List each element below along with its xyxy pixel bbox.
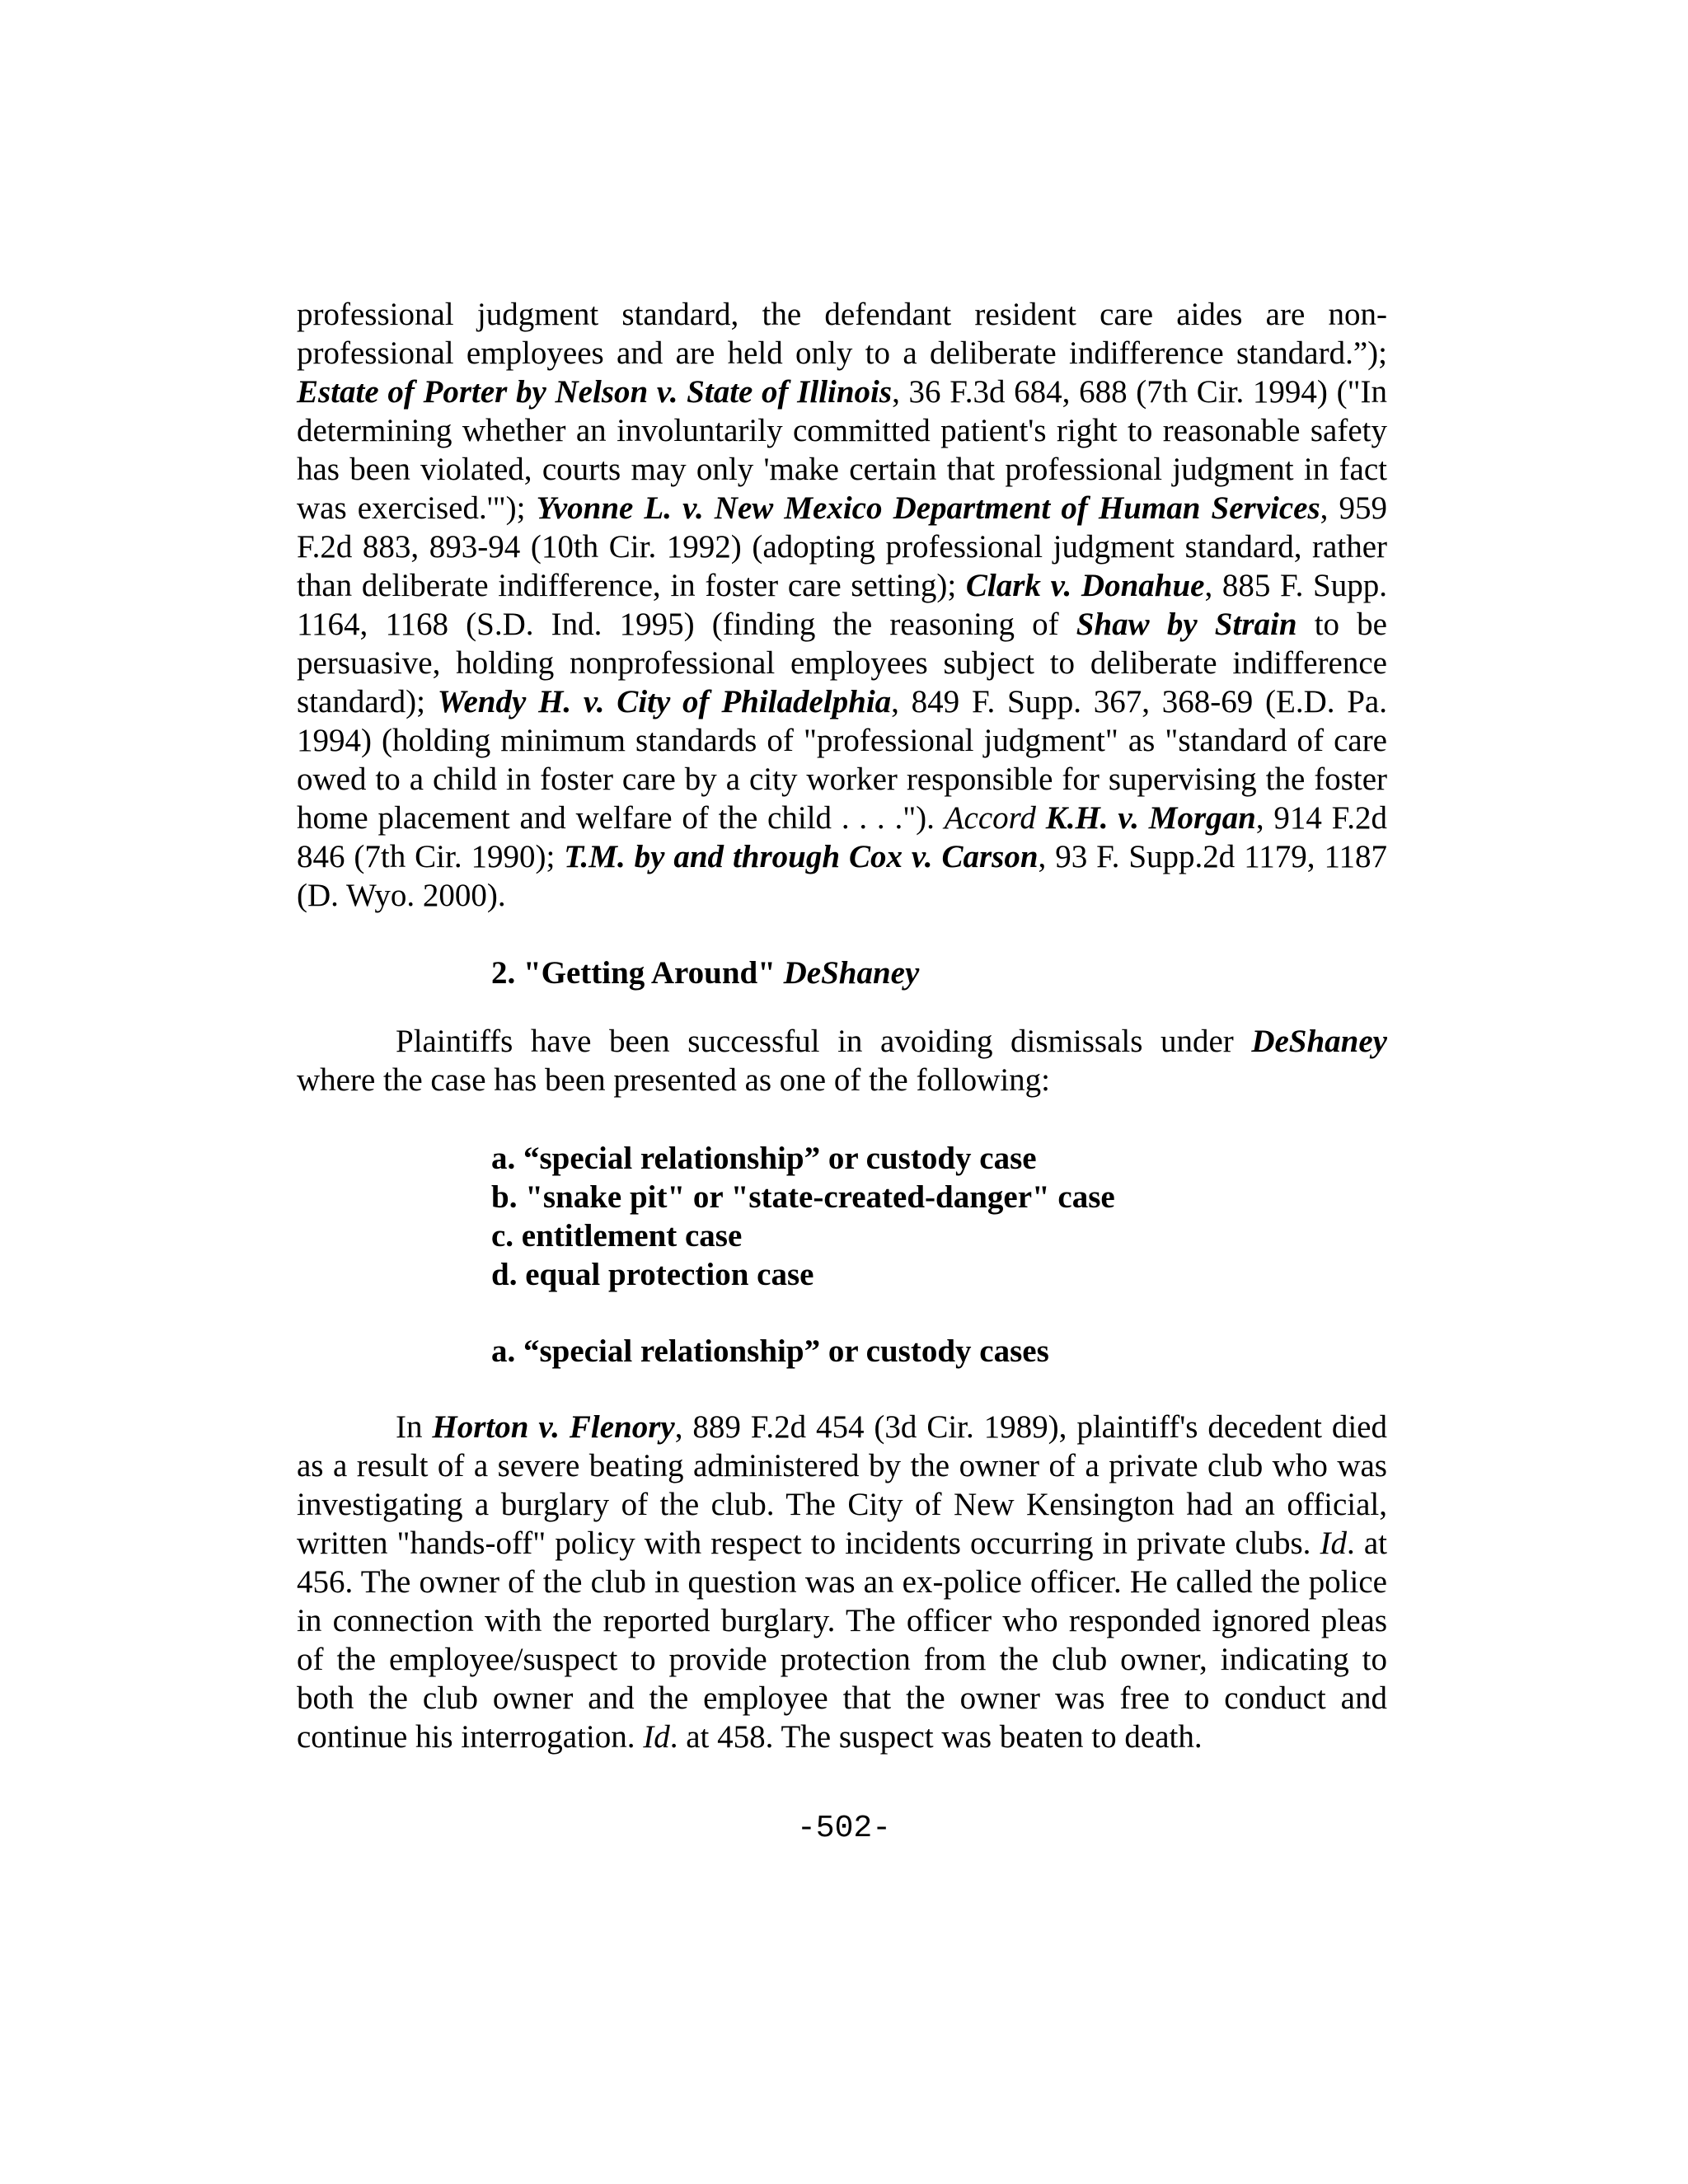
text-run: , 885 F. Supp. 1164, 1168 (S.D. Ind. 1995) (finding the reasoning of [297,568,1387,642]
case-citation: Shaw by Strain [1076,607,1297,642]
text-run: . at 456. The owner of the club in question was an ex-police officer. He called the police in connection with the reported burglary. The officer who responded ignored pleas of the employee/suspect to provide protection from the club owner, indicating to both the club owner and the employee that the owner was free to conduct and continue his interrogation. [297,1526,1387,1755]
text-run: professional judgment standard, the defendant resident care aides are non-professional employees and are held only to a deliberate indifference standard.”); [297,297,1387,371]
horton-paragraph [297,1408,1387,1756]
id-citation: Id [1320,1526,1348,1561]
text-run: , 849 F. Supp. 367, 368-69 (E.D. Pa. 1994) (holding minimum standards of "professional judgment" as "standard of care owed to a child in foster care by a city worker responsible for supervising the foster home placement and welfare of the child . . . ."). [297,684,1387,836]
page-number: -502- [796,1811,892,1846]
category-list [297,1139,1387,1294]
section-heading-text: 2. "Getting Around" [491,955,784,991]
intro-paragraph [297,1022,1387,1099]
case-citation: Estate of Porter by Nelson v. State of Illinois [297,374,893,410]
text-run: . at 458. The suspect was beaten to death. [669,1719,1203,1755]
list-item: c. entitlement case [491,1218,743,1254]
id-citation: Id [643,1719,670,1755]
section-heading [297,954,1387,992]
case-citation: Yvonne L. v. New Mexico Department of Human Services [536,490,1320,526]
case-citation: K.H. v. Morgan [1045,800,1256,836]
text-run: In [396,1409,433,1445]
text-run: where the case has been presented as one of the following: [297,1062,1050,1098]
list-item: d. equal protection case [491,1257,814,1292]
text-run: to be persuasive, holding nonprofessional employees subject to deliberate indifference standard); [297,607,1387,719]
text-run [1036,800,1046,836]
text-run: Plaintiffs have been successful in avoiding dismissals under [396,1024,1252,1059]
continuation-paragraph [297,295,1387,915]
text-run: , 914 F.2d 846 (7th Cir. 1990); [297,800,1387,874]
text-run: , 889 F.2d 454 (3d Cir. 1989), plaintiff's decedent died as a result of a severe beating administered by the owner of a private club who was investigating a burglary of the club. The City of New Kensington had an official, written "hands-off" policy with respect to incidents occurring in private clubs. [297,1409,1387,1561]
case-citation: Horton v. Flenory [432,1409,675,1445]
list-item: a. “special relationship” or custody case [491,1141,1037,1176]
subsection-heading: a. “special relationship” or custody cases [491,1333,1049,1369]
signal-word: Accord [944,800,1036,836]
text-run: , 36 F.3d 684, 688 (7th Cir. 1994) ("In determining whether an involuntarily committed patient's right to reasonable safety has been violated, courts may only 'make certain that professional judgment in fact was exercised.'"); [297,374,1387,526]
case-citation: Wendy H. v. City of Philadelphia [437,684,892,719]
section-heading-case: DeShaney [783,955,920,991]
text-run: , 93 F. Supp.2d 1179, 1187 (D. Wyo. 2000). [297,839,1387,913]
document-page [297,295,1387,1756]
text-run: , 959 F.2d 883, 893-94 (10th Cir. 1992) (adopting professional judgment standard, rather than deliberate indifference, in foster care setting); [297,490,1387,603]
case-citation: Clark v. Donahue [965,568,1205,603]
case-citation: DeShaney [1251,1024,1387,1059]
case-citation: T.M. by and through Cox v. Carson [564,839,1039,874]
list-item: b. "snake pit" or "state-created-danger" case [491,1179,1115,1215]
